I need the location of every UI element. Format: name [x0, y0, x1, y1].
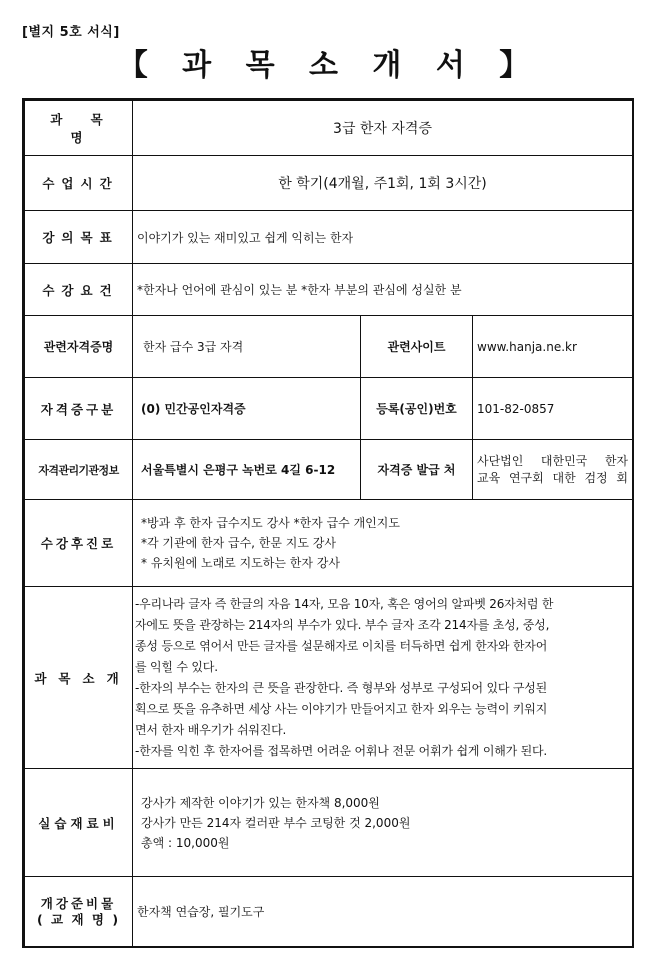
cert-org-value: 서울특별시 은평구 녹번로 4길 6-12	[133, 440, 361, 500]
row-intro	[25, 587, 633, 769]
intro-line-5: -한자의 부수는 한자의 큰 뜻을 관장한다. 즉 형부와 성부로 구성되어 있다 구성된	[135, 680, 548, 695]
row-requirements	[25, 264, 633, 316]
career-line-1: *방과 후 한자 급수지도 강사 *한자 급수 개인지도	[141, 516, 400, 530]
document-title: 【 과 목 소 개 서 】	[117, 48, 542, 83]
intro-line-1: -우리나라 글자 즉 한글의 자음 14자, 모음 10자, 혹은 영어의 알파벳 26자처럼 한	[135, 596, 554, 611]
goal-label: 강의목표	[25, 211, 133, 264]
materials-value	[133, 769, 633, 877]
materials-label: 실습재료비	[25, 769, 133, 877]
row-cert-type	[25, 378, 633, 440]
intro-line-2: 자에도 뜻을 관장하는 214자의 부수가 있다. 부수 글자 조각 214자를 초성, 중성,	[135, 617, 550, 632]
requirements-value: *한자나 언어에 관심이 있는 분 *한자 부분의 관심에 성실한 분	[133, 264, 633, 316]
materials-line-3: 총액 : 10,000원	[141, 835, 230, 850]
prep-label-line-2: ( 교 재 명 )	[36, 911, 121, 927]
goal-value: 이야기가 있는 재미있고 쉽게 익히는 한자	[133, 211, 633, 264]
materials-line-1: 강사가 제작한 이야기가 있는 한자책 8,000원	[141, 795, 380, 810]
registration-number-value: 101-82-0857	[473, 378, 633, 440]
row-cert-org	[25, 440, 633, 500]
certificate-value: 한자 급수 3급 자격	[133, 316, 361, 378]
cert-type-value: (0) 민간공인자격증	[133, 378, 361, 440]
issuer-line-1: 사단법인 대한민국 한자	[477, 453, 629, 468]
registration-number-label: 등록(공인)번호	[361, 378, 473, 440]
course-name-value: 3급 한자 자격증	[133, 101, 633, 156]
prep-label	[25, 877, 133, 947]
issuer-label: 자격증 발급 처	[361, 440, 473, 500]
row-goal	[25, 211, 633, 264]
materials-line-2: 강사가 만든 214자 컬러판 부수 코팅한 것 2,000원	[141, 815, 411, 830]
career-value	[133, 500, 633, 587]
intro-line-4: 를 익힐 수 있다.	[135, 659, 218, 674]
issuer-value	[473, 440, 633, 500]
row-course-name	[25, 101, 633, 156]
intro-value	[133, 587, 633, 769]
career-label: 수강후진로	[25, 500, 133, 587]
related-site-label: 관련사이트	[361, 316, 473, 378]
related-site-value: www.hanja.ne.kr	[473, 316, 633, 378]
row-prep	[25, 877, 633, 947]
requirements-label: 수강요건	[25, 264, 133, 316]
cert-org-label: 자격관리기관정보	[25, 440, 133, 500]
prep-value: 한자책 연습장, 필기도구	[133, 877, 633, 947]
course-info-table	[24, 100, 633, 947]
course-info-form	[22, 98, 634, 948]
intro-line-6: 획으로 뜻을 유추하면 세상 사는 이야기가 만들어지고 한자 외우는 능력이 키워지	[135, 701, 548, 716]
intro-line-3: 종성 등으로 엮어서 만든 글자를 설문해자로 이치를 터득하면 쉽게 한자와 한자어	[135, 638, 548, 653]
course-name-label: 과 목 명	[25, 101, 133, 156]
intro-line-7: 면서 한자 배우기가 쉬워진다.	[135, 722, 287, 737]
career-line-2: *각 기관에 한자 급수, 한문 지도 강사	[141, 536, 336, 550]
row-career	[25, 500, 633, 587]
row-certificate	[25, 316, 633, 378]
certificate-label: 관련자격증명	[25, 316, 133, 378]
intro-label: 과목소개	[25, 587, 133, 769]
row-materials	[25, 769, 633, 877]
issuer-line-2: 교육 연구회 대한 검정 회	[477, 470, 629, 485]
career-line-3: * 유치원에 노래로 지도하는 한자 강사	[141, 556, 340, 570]
class-time-label: 수업시간	[25, 156, 133, 211]
row-class-time	[25, 156, 633, 211]
prep-label-line-1: 개강준비물	[40, 895, 117, 911]
class-time-value: 한 학기(4개월, 주1회, 1회 3시간)	[133, 156, 633, 211]
intro-line-8: -한자를 익힌 후 한자어를 접목하면 어려운 어휘나 전문 어휘가 쉽게 이해가 된다.	[135, 743, 548, 758]
form-number-label: [별지 5호 서식]	[22, 25, 120, 40]
cert-type-label: 자격증구분	[25, 378, 133, 440]
